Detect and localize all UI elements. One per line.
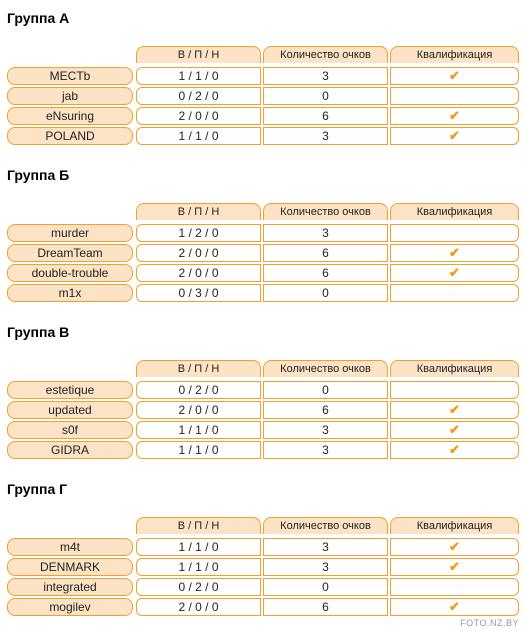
group-g	[0, 481, 525, 621]
qualification-cell	[390, 421, 519, 439]
qualification-cell	[390, 538, 519, 556]
table-row	[0, 127, 525, 145]
table-row	[0, 87, 525, 105]
qualification-cell	[390, 381, 519, 399]
table-row	[0, 558, 525, 576]
header-wdl: В / П / Н	[136, 360, 261, 377]
header-qualification: Квалификация	[390, 517, 519, 534]
wdl-cell: 1 / 1 / 0	[136, 67, 261, 85]
qualification-cell	[390, 224, 519, 242]
qualification-cell	[390, 67, 519, 85]
points-cell: 0	[263, 578, 388, 596]
group-v	[0, 324, 525, 464]
table-header	[0, 360, 525, 378]
table-row	[0, 401, 525, 419]
points-cell: 3	[263, 538, 388, 556]
table-row	[0, 578, 525, 596]
qualification-cell	[390, 284, 519, 302]
team-name: integrated	[7, 578, 133, 596]
wdl-cell: 0 / 3 / 0	[136, 284, 261, 302]
header-points: Количество очков	[263, 360, 388, 377]
header-qualification: Квалификация	[390, 360, 519, 377]
header-points: Количество очков	[263, 46, 388, 63]
qualification-cell	[390, 87, 519, 105]
watermark: FOTO.NZ.BY	[460, 618, 519, 628]
team-name: POLAND	[7, 127, 133, 145]
table-row	[0, 224, 525, 242]
wdl-cell: 2 / 0 / 0	[136, 264, 261, 282]
table-header	[0, 46, 525, 64]
team-name: DENMARK	[7, 558, 133, 576]
team-name: mogilev	[7, 598, 133, 616]
qualification-cell	[390, 401, 519, 419]
table-row	[0, 381, 525, 399]
checkmark-icon: ✔	[449, 559, 460, 574]
wdl-cell: 2 / 0 / 0	[136, 244, 261, 262]
checkmark-icon: ✔	[449, 539, 460, 554]
wdl-cell: 1 / 2 / 0	[136, 224, 261, 242]
checkmark-icon: ✔	[449, 128, 460, 143]
table-header	[0, 203, 525, 221]
table-row	[0, 67, 525, 85]
wdl-cell: 2 / 0 / 0	[136, 107, 261, 125]
header-qualification: Квалификация	[390, 203, 519, 220]
wdl-cell: 2 / 0 / 0	[136, 598, 261, 616]
header-wdl: В / П / Н	[136, 203, 261, 220]
table-row	[0, 538, 525, 556]
team-name: m1x	[7, 284, 133, 302]
checkmark-icon: ✔	[449, 402, 460, 417]
table-header	[0, 517, 525, 535]
points-cell: 0	[263, 87, 388, 105]
points-cell: 0	[263, 284, 388, 302]
points-cell: 6	[263, 401, 388, 419]
wdl-cell: 0 / 2 / 0	[136, 381, 261, 399]
group-b	[0, 167, 525, 307]
wdl-cell: 1 / 1 / 0	[136, 558, 261, 576]
qualification-cell	[390, 441, 519, 459]
table-row	[0, 441, 525, 459]
points-cell: 6	[263, 264, 388, 282]
points-cell: 3	[263, 558, 388, 576]
group-a	[0, 10, 525, 150]
wdl-cell: 0 / 2 / 0	[136, 87, 261, 105]
points-cell: 3	[263, 421, 388, 439]
points-cell: 3	[263, 224, 388, 242]
wdl-cell: 1 / 1 / 0	[136, 441, 261, 459]
team-name: DreamTeam	[7, 244, 133, 262]
team-name: updated	[7, 401, 133, 419]
table-row	[0, 284, 525, 302]
qualification-cell	[390, 127, 519, 145]
team-name: MECTb	[7, 67, 133, 85]
qualification-cell	[390, 107, 519, 125]
points-cell: 6	[263, 598, 388, 616]
checkmark-icon: ✔	[449, 422, 460, 437]
checkmark-icon: ✔	[449, 599, 460, 614]
qualification-cell	[390, 244, 519, 262]
checkmark-icon: ✔	[449, 108, 460, 123]
points-cell: 6	[263, 244, 388, 262]
wdl-cell: 0 / 2 / 0	[136, 578, 261, 596]
qualification-cell	[390, 598, 519, 616]
team-name: eNsuring	[7, 107, 133, 125]
checkmark-icon: ✔	[449, 68, 460, 83]
table-row	[0, 107, 525, 125]
table-row	[0, 598, 525, 616]
checkmark-icon: ✔	[449, 245, 460, 260]
group-title: Группа В	[7, 324, 70, 340]
group-title: Группа Г	[7, 481, 68, 497]
team-name: estetique	[7, 381, 133, 399]
points-cell: 3	[263, 127, 388, 145]
table-row	[0, 244, 525, 262]
header-wdl: В / П / Н	[136, 517, 261, 534]
points-cell: 6	[263, 107, 388, 125]
wdl-cell: 2 / 0 / 0	[136, 401, 261, 419]
group-title: Группа Б	[7, 167, 70, 183]
team-name: murder	[7, 224, 133, 242]
wdl-cell: 1 / 1 / 0	[136, 127, 261, 145]
header-wdl: В / П / Н	[136, 46, 261, 63]
team-name: s0f	[7, 421, 133, 439]
checkmark-icon: ✔	[449, 442, 460, 457]
header-points: Количество очков	[263, 203, 388, 220]
header-qualification: Квалификация	[390, 46, 519, 63]
table-row	[0, 421, 525, 439]
team-name: jab	[7, 87, 133, 105]
group-title: Группа А	[7, 10, 70, 26]
points-cell: 3	[263, 67, 388, 85]
checkmark-icon: ✔	[449, 265, 460, 280]
qualification-cell	[390, 578, 519, 596]
qualification-cell	[390, 558, 519, 576]
team-name: m4t	[7, 538, 133, 556]
qualification-cell	[390, 264, 519, 282]
team-name: double-trouble	[7, 264, 133, 282]
points-cell: 3	[263, 441, 388, 459]
table-row	[0, 264, 525, 282]
wdl-cell: 1 / 1 / 0	[136, 538, 261, 556]
wdl-cell: 1 / 1 / 0	[136, 421, 261, 439]
header-points: Количество очков	[263, 517, 388, 534]
points-cell: 0	[263, 381, 388, 399]
team-name: GIDRA	[7, 441, 133, 459]
